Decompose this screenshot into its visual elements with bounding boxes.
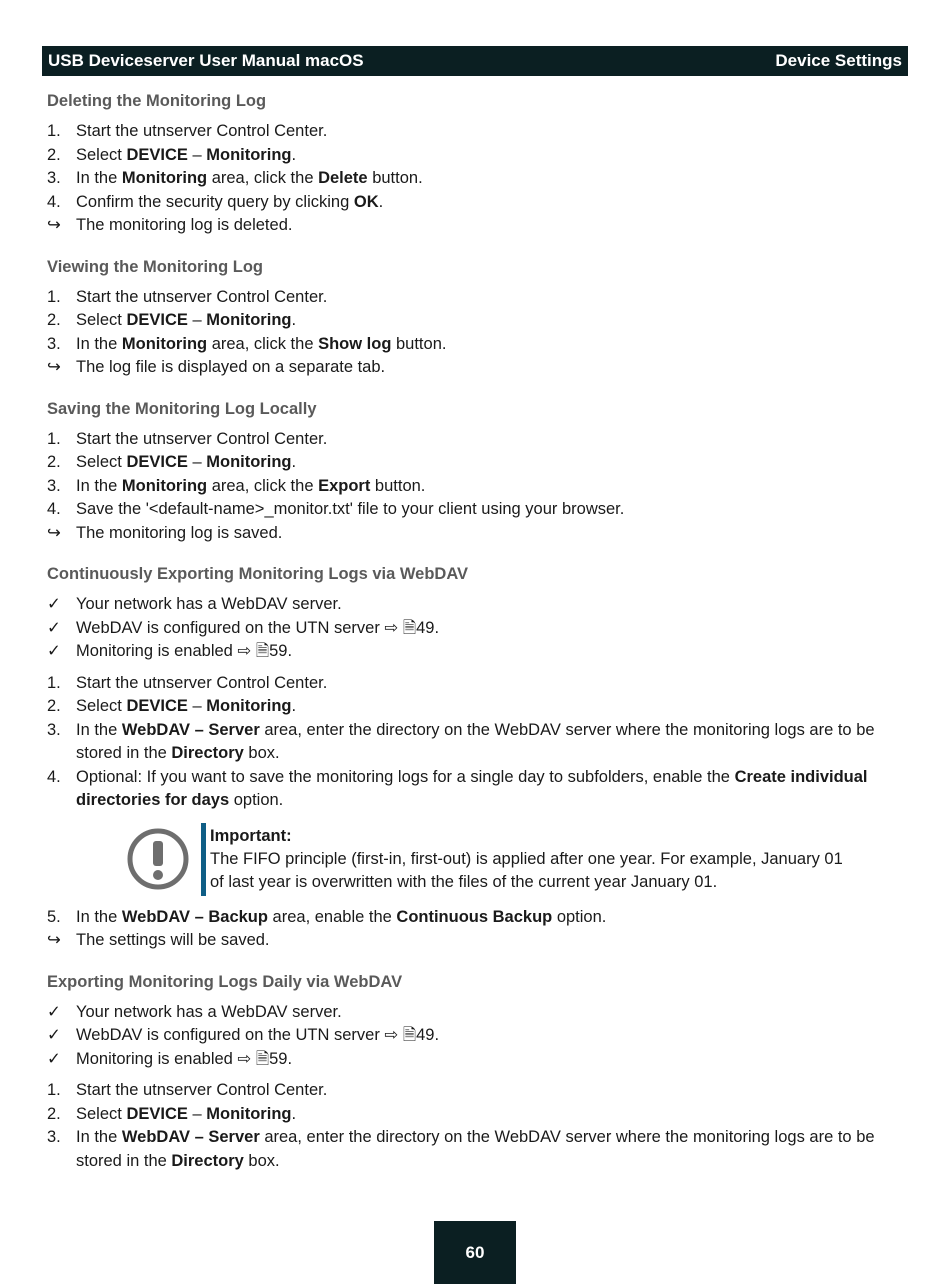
- result-item: [47, 522, 907, 546]
- ui-term: Monitoring: [121, 476, 208, 495]
- text-run: Select: [76, 311, 127, 329]
- ui-term: Delete: [318, 169, 368, 187]
- ui-term: Monitoring: [206, 1104, 292, 1123]
- note-accent-bar: [201, 823, 206, 896]
- text-run: Confirm the security query by clicking: [76, 192, 354, 211]
- step-number: 5.: [47, 907, 61, 926]
- step-text: [76, 593, 907, 617]
- step-number: 1.: [47, 673, 61, 692]
- check-icon: ✓: [47, 642, 61, 660]
- prerequisite-item: [47, 640, 907, 664]
- text-run: In the: [76, 720, 122, 739]
- step-text: [76, 672, 907, 696]
- text-run: In the: [76, 907, 122, 926]
- step-item: [47, 286, 907, 310]
- step-text: [76, 167, 907, 191]
- text-run: Save the '<default-name>_monitor.txt' file to your client using your browser.: [76, 500, 625, 518]
- step-text: [76, 356, 907, 380]
- ui-term: Monitoring: [121, 334, 208, 353]
- step-number: 2.: [47, 311, 61, 329]
- ui-term: Directory: [171, 1151, 244, 1170]
- text-run: The settings will be saved.: [76, 931, 270, 949]
- text-run: –: [187, 311, 207, 329]
- section-title: Device Settings: [775, 51, 902, 70]
- ui-term: Monitoring: [121, 169, 208, 187]
- important-note: [47, 823, 907, 896]
- text-run: button.: [367, 169, 423, 187]
- step-number: 3.: [47, 476, 61, 495]
- text-run: area, enter the directory on the WebDAV server where the monitoring logs are to be stored in the: [76, 720, 875, 762]
- section-heading: Viewing the Monitoring Log: [47, 257, 264, 276]
- step-item: [47, 428, 907, 452]
- ui-term: Create individual directories for days: [76, 767, 868, 809]
- step-number: 2.: [47, 145, 61, 164]
- check-icon: ✓: [47, 1049, 61, 1068]
- note-text: The FIFO principle (first-in, first-out) is applied after one year. For example, January 01 of last year is overwritten with the files of the current year January 01.: [210, 849, 843, 891]
- step-number: 1.: [47, 122, 61, 140]
- step-item: [47, 144, 907, 168]
- step-number: 4.: [47, 192, 61, 211]
- section-heading: Exporting Monitoring Logs Daily via WebDAV: [47, 972, 403, 991]
- text-run: area, click the: [207, 169, 319, 187]
- step-number: 4.: [47, 500, 61, 518]
- text-run: Monitoring is enabled ⇨ 🗎59.: [76, 1049, 293, 1068]
- exclamation-circle-icon: [115, 823, 201, 896]
- step-text: [76, 498, 907, 522]
- ui-term: DEVICE: [126, 311, 188, 329]
- text-run: Monitoring is enabled ⇨ 🗎59.: [76, 642, 293, 660]
- text-run: area, enable the: [267, 907, 397, 926]
- text-run: Start the utnserver Control Center.: [76, 287, 328, 306]
- step-text: [76, 120, 907, 144]
- text-run: Your network has a WebDAV server.: [76, 1002, 342, 1021]
- step-item: [47, 167, 907, 191]
- step-list: [47, 120, 907, 238]
- step-number: 2.: [47, 697, 61, 715]
- text-run: .: [291, 311, 297, 329]
- text-run: area, click the: [207, 476, 319, 495]
- ui-term: WebDAV – Backup: [121, 907, 268, 926]
- text-run: WebDAV is configured on the UTN server ⇨ 🗎49.: [76, 1026, 440, 1044]
- ui-term: OK: [353, 192, 379, 211]
- ui-term: Monitoring: [206, 453, 292, 471]
- ui-term: Export: [318, 476, 371, 495]
- ui-term: Directory: [171, 744, 244, 762]
- step-text: [76, 333, 907, 357]
- text-run: Start the utnserver Control Center.: [76, 1081, 328, 1099]
- prerequisite-item: [47, 1048, 907, 1072]
- step-list: [47, 593, 907, 664]
- step-text: [76, 1126, 907, 1173]
- text-run: Select: [76, 1104, 127, 1123]
- text-run: In the: [76, 476, 122, 495]
- step-number: 3.: [47, 334, 61, 353]
- prerequisite-item: [47, 1001, 907, 1025]
- prerequisite-item: [47, 593, 907, 617]
- text-run: area, click the: [207, 334, 319, 353]
- check-icon: ✓: [47, 595, 61, 613]
- ui-term: DEVICE: [126, 453, 188, 471]
- step-item: [47, 1126, 907, 1173]
- step-text: [76, 640, 907, 664]
- step-number: 3.: [47, 720, 61, 739]
- text-run: .: [291, 697, 297, 715]
- note-title: Important:: [210, 826, 292, 845]
- step-text: [76, 617, 907, 641]
- step-text: [76, 766, 907, 813]
- check-icon: ✓: [47, 618, 61, 637]
- step-text: [76, 214, 907, 238]
- text-run: –: [187, 1104, 207, 1123]
- prerequisite-item: [47, 617, 907, 641]
- step-text: [76, 428, 907, 452]
- text-run: –: [187, 697, 207, 715]
- step-item: [47, 766, 907, 813]
- text-run: Start the utnserver Control Center.: [76, 429, 328, 448]
- ui-term: DEVICE: [126, 1104, 188, 1123]
- text-run: .: [291, 453, 297, 471]
- ui-term: Monitoring: [206, 311, 292, 329]
- step-text: [76, 286, 907, 310]
- result-arrow-icon: ↪: [47, 931, 61, 949]
- step-list: [47, 286, 907, 380]
- result-item: [47, 214, 907, 238]
- step-number: 1.: [47, 429, 61, 448]
- step-text: [76, 191, 907, 215]
- step-item: [47, 475, 907, 499]
- step-text: [76, 451, 907, 475]
- text-run: In the: [76, 334, 122, 353]
- page-number: 60: [434, 1221, 516, 1284]
- section-heading: Deleting the Monitoring Log: [47, 92, 267, 110]
- text-run: Start the utnserver Control Center.: [76, 673, 328, 692]
- step-number: 3.: [47, 1128, 61, 1146]
- step-item: [47, 120, 907, 144]
- text-run: area, enter the directory on the WebDAV server where the monitoring logs are to be stored in the: [76, 1128, 875, 1170]
- step-item: [47, 451, 907, 475]
- result-item: [47, 356, 907, 380]
- text-run: Select: [76, 697, 127, 715]
- text-run: box.: [243, 744, 280, 762]
- step-item: [47, 191, 907, 215]
- result-arrow-icon: ↪: [47, 216, 61, 234]
- step-list: [47, 428, 907, 546]
- text-run: The monitoring log is saved.: [76, 523, 283, 542]
- step-list: [47, 1079, 907, 1173]
- step-item: [47, 719, 907, 766]
- step-item: [47, 695, 907, 719]
- step-list: [47, 672, 907, 813]
- ui-term: WebDAV – Server: [121, 720, 260, 739]
- step-number: 1.: [47, 287, 61, 306]
- text-run: The log file is displayed on a separate tab.: [76, 358, 386, 376]
- step-text: [76, 1103, 907, 1127]
- ui-term: WebDAV – Server: [121, 1128, 260, 1146]
- step-item: [47, 906, 907, 930]
- text-run: Your network has a WebDAV server.: [76, 595, 342, 613]
- text-run: box.: [243, 1151, 280, 1170]
- step-item: [47, 672, 907, 696]
- step-number: 2.: [47, 453, 61, 471]
- step-text: [76, 1001, 907, 1025]
- text-run: option.: [552, 907, 607, 926]
- check-icon: ✓: [47, 1002, 61, 1021]
- step-text: [76, 475, 907, 499]
- text-run: Optional: If you want to save the monitoring logs for a single day to subfolders, enable the: [76, 767, 735, 786]
- note-body: [210, 823, 850, 896]
- section-heading: Continuously Exporting Monitoring Logs via WebDAV: [47, 565, 469, 583]
- text-run: .: [378, 192, 384, 211]
- ui-term: DEVICE: [126, 145, 188, 164]
- step-text: [76, 906, 907, 930]
- step-text: [76, 522, 907, 546]
- text-run: button.: [370, 476, 426, 495]
- step-text: [76, 144, 907, 168]
- ui-term: Show log: [318, 334, 392, 353]
- result-arrow-icon: ↪: [47, 358, 61, 376]
- step-number: 1.: [47, 1081, 61, 1099]
- step-item: [47, 333, 907, 357]
- text-run: WebDAV is configured on the UTN server ⇨ 🗎49.: [76, 618, 440, 637]
- step-text: [76, 1079, 907, 1103]
- page-header: [42, 46, 908, 76]
- result-arrow-icon: ↪: [47, 523, 61, 542]
- step-text: [76, 719, 907, 766]
- step-number: 3.: [47, 169, 61, 187]
- check-icon: ✓: [47, 1026, 61, 1044]
- step-list: [47, 906, 907, 953]
- step-text: [76, 1048, 907, 1072]
- ui-term: Monitoring: [206, 145, 292, 164]
- result-item: [47, 929, 907, 953]
- step-item: [47, 309, 907, 333]
- step-list: [47, 1001, 907, 1072]
- step-text: [76, 1024, 907, 1048]
- section-heading: Saving the Monitoring Log Locally: [47, 399, 317, 418]
- text-run: .: [291, 145, 297, 164]
- text-run: button.: [391, 334, 447, 353]
- step-number: 2.: [47, 1104, 61, 1123]
- step-text: [76, 929, 907, 953]
- text-run: Select: [76, 145, 127, 164]
- text-run: option.: [229, 791, 284, 809]
- manual-title: USB Deviceserver User Manual macOS: [48, 51, 364, 70]
- text-run: The monitoring log is deleted.: [76, 216, 293, 234]
- text-run: Select: [76, 453, 127, 471]
- text-run: .: [291, 1104, 297, 1123]
- step-text: [76, 695, 907, 719]
- text-run: In the: [76, 1128, 122, 1146]
- step-number: 4.: [47, 767, 61, 786]
- ui-term: Continuous Backup: [396, 907, 553, 926]
- text-run: In the: [76, 169, 122, 187]
- text-run: –: [187, 145, 207, 164]
- text-run: Start the utnserver Control Center.: [76, 122, 328, 140]
- ui-term: DEVICE: [126, 697, 188, 715]
- step-text: [76, 309, 907, 333]
- step-item: [47, 498, 907, 522]
- step-item: [47, 1079, 907, 1103]
- text-run: –: [187, 453, 207, 471]
- ui-term: Monitoring: [206, 697, 292, 715]
- page-content: [47, 90, 907, 1173]
- prerequisite-item: [47, 1024, 907, 1048]
- step-item: [47, 1103, 907, 1127]
